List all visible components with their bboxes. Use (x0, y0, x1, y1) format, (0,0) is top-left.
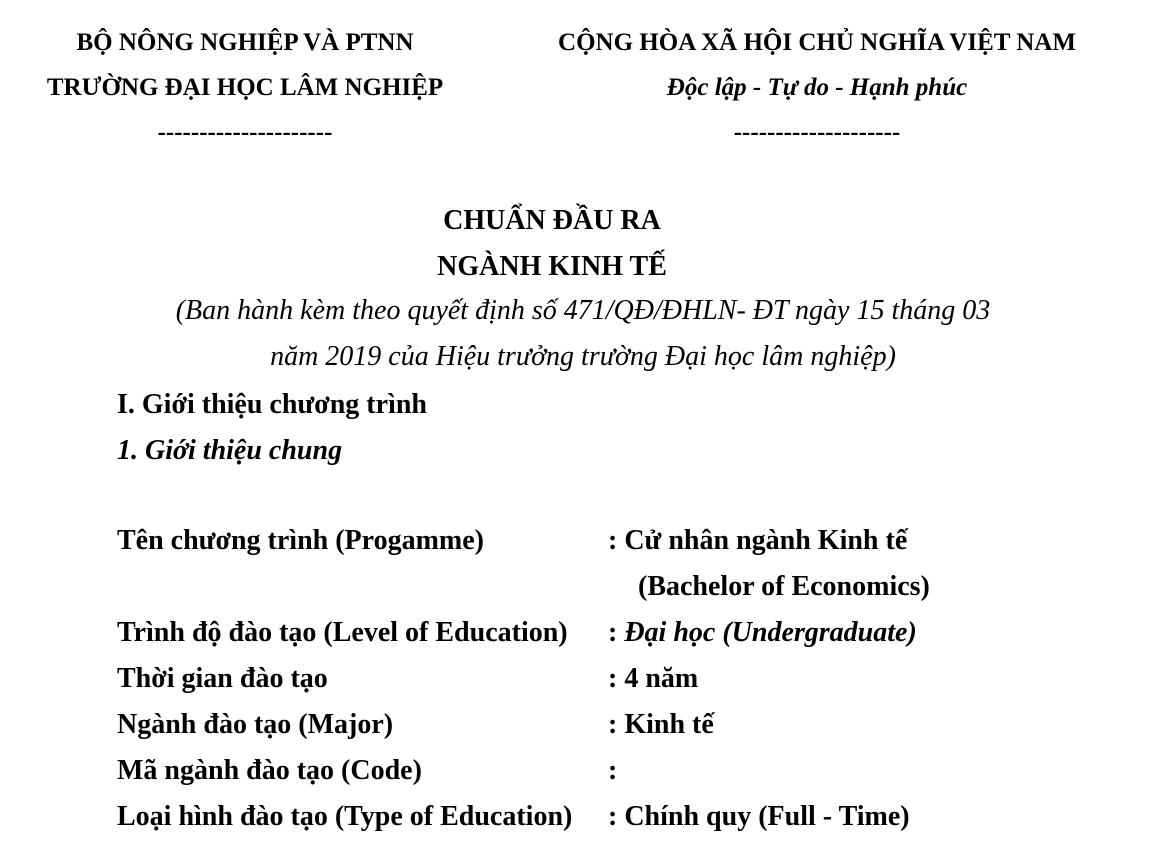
program-info-table (117, 518, 1127, 840)
document-title-line1: CHUẨN ĐẦU RA (443, 205, 661, 236)
major-value: : Kinh tế (608, 709, 714, 740)
table-row (117, 518, 1127, 610)
colon-separator: : (608, 617, 618, 648)
duration-value: : 4 năm (608, 663, 699, 694)
issuance-note-line2: năm 2019 của Hiệu trưởng trường Đại học lâm nghiệp) (270, 341, 896, 372)
program-name-value-line2: (Bachelor of Economics) (638, 571, 930, 602)
national-motto: Độc lập - Tự do - Hạnh phúc (666, 74, 968, 101)
colon-separator: : (608, 709, 618, 740)
major-label: Ngành đào tạo (Major) (117, 709, 394, 740)
table-row (117, 748, 1127, 794)
ministry-name: BỘ NÔNG NGHIỆP VÀ PTNN (76, 29, 414, 56)
duration-label: Thời gian đào tạo (117, 663, 328, 694)
program-name-label: Tên chương trình (Progamme) (117, 525, 484, 556)
education-level-value: : Đại học (Undergraduate) (608, 617, 917, 648)
program-name-value-line1: Cử nhân ngành Kinh tế (624, 525, 908, 556)
education-level-label: Trình độ đào tạo (Level of Education) (117, 617, 568, 648)
education-type-label: Loại hình đào tạo (Type of Education) (117, 801, 573, 832)
major-code-label: Mã ngành đào tạo (Code) (117, 755, 422, 786)
header-right-block (552, 20, 1082, 155)
education-type-value: : Chính quy (Full - Time) (608, 801, 910, 832)
header-left-block (0, 20, 490, 155)
header-right-divider: -------------------- (733, 119, 901, 146)
table-row (117, 656, 1127, 702)
colon-separator: : (608, 755, 618, 786)
program-name-value (608, 518, 1127, 610)
major-code-value (608, 748, 1127, 794)
university-name: TRƯỜNG ĐẠI HỌC LÂM NGHIỆP (46, 74, 444, 101)
colon-separator: : (608, 801, 618, 832)
subsection-heading-general: 1. Giới thiệu chung (117, 435, 343, 466)
issuance-note (117, 288, 1049, 380)
table-row (117, 702, 1127, 748)
table-row (117, 794, 1127, 840)
table-row (117, 610, 1127, 656)
document-title (117, 198, 987, 290)
section-heading-introduction: I. Giới thiệu chương trình (117, 389, 427, 420)
document-title-line2: NGÀNH KINH TẾ (437, 251, 667, 282)
national-title: CỘNG HÒA XÃ HỘI CHỦ NGHĨA VIỆT NAM (558, 29, 1076, 56)
colon-separator: : (608, 525, 618, 556)
colon-separator: : (608, 663, 618, 694)
header-left-divider: --------------------- (157, 119, 333, 146)
issuance-note-line1: (Ban hành kèm theo quyết định số 471/QĐ/ĐHLN- ĐT ngày 15 tháng 03 (175, 295, 991, 326)
